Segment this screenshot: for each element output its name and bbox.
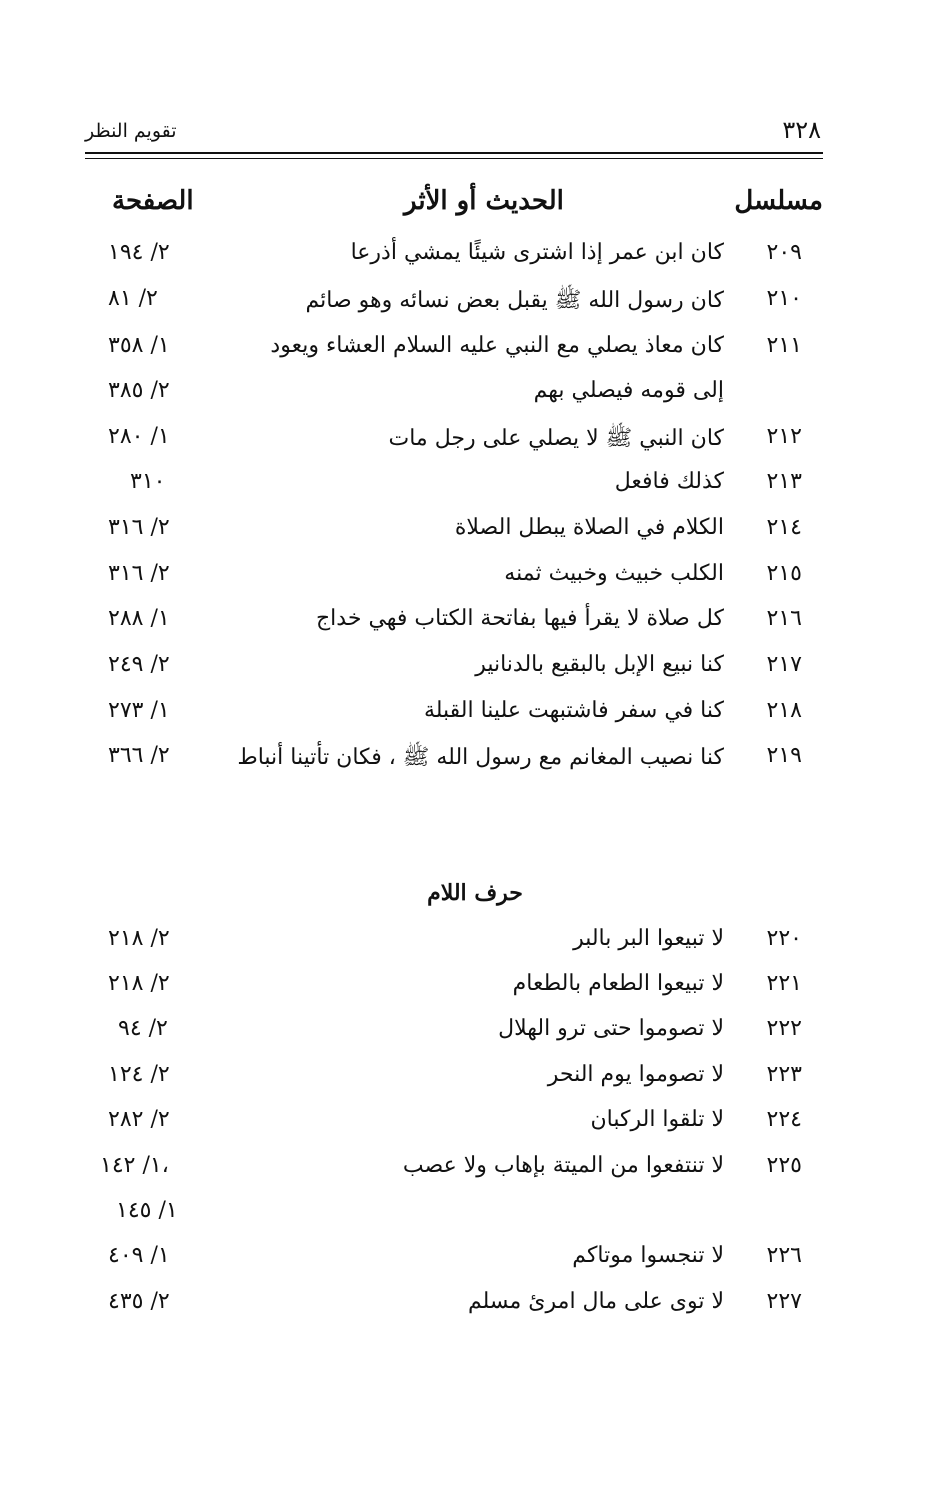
entry-number: ٢١١ xyxy=(766,333,802,358)
entry-page-ref: ٢/ ٨١ xyxy=(108,286,158,311)
entry-page-ref: ١/ ٤٠٩ xyxy=(108,1243,170,1268)
table-row xyxy=(0,743,950,787)
entry-number: ٢٢٣ xyxy=(766,1062,802,1087)
entry-text: لا تنتفعوا من الميتة بإهاب ولا عصب xyxy=(402,1153,724,1178)
entry-text: لا تبيعوا البر بالبر xyxy=(573,926,724,951)
entry-page-ref: ٢/ ٣٨٥ xyxy=(108,378,170,403)
entry-page-ref: ٢/ ٢٨٢ xyxy=(108,1107,170,1132)
entry-number: ٢١٩ xyxy=(766,743,802,768)
running-header xyxy=(85,118,823,150)
table-row xyxy=(0,698,950,742)
table-row xyxy=(0,1062,950,1106)
table-row xyxy=(0,971,950,1015)
entry-page-ref: ١/ ٢٨٠ xyxy=(108,424,170,449)
header-rule-thin xyxy=(85,158,823,159)
entry-number: ٢٢٠ xyxy=(766,926,802,951)
entry-page-ref: ٣١٠ xyxy=(130,469,166,494)
entry-number: ٢١٠ xyxy=(766,286,802,311)
entry-page-ref: ١/ ١٤٢، xyxy=(100,1153,169,1178)
table-row xyxy=(0,561,950,605)
entry-page-ref: ٢/ ٤٣٥ xyxy=(108,1289,170,1314)
table-row xyxy=(0,469,950,513)
table-row xyxy=(0,1243,950,1287)
entry-number: ٢١٤ xyxy=(766,515,802,540)
entry-text: الكلام في الصلاة يبطل الصلاة xyxy=(454,515,724,540)
entry-text: لا توى على مال امرئ مسلم xyxy=(467,1289,724,1314)
table-row xyxy=(0,606,950,650)
table-row xyxy=(0,1289,950,1333)
entry-page-ref: ٢/ ٢٤٩ xyxy=(108,652,170,677)
entry-page-ref: ٢/ ٣١٦ xyxy=(108,515,170,540)
entry-text: كذلك فافعل xyxy=(614,469,724,494)
entry-page-ref: ٢/ ٩٤ xyxy=(118,1016,168,1041)
entry-number: ٢١٢ xyxy=(766,424,802,449)
table-row xyxy=(0,515,950,559)
header-rule-thick xyxy=(85,152,823,154)
page-number: ٣٢٨ xyxy=(782,116,821,144)
entry-text: كان ابن عمر إذا اشترى شيئًا يمشي أذرعا xyxy=(350,240,724,265)
entry-text: كل صلاة لا يقرأ فيها بفاتحة الكتاب فهي خداج xyxy=(315,606,724,631)
entry-page-ref: ٢/ ٣١٦ xyxy=(108,561,170,586)
entry-text: كان رسول الله ﷺ يقبل بعض نسائه وهو صائم xyxy=(305,288,724,313)
entry-page-ref: ٢/ ٣٦٦ xyxy=(108,743,170,768)
entry-text: لا تبيعوا الطعام بالطعام xyxy=(512,971,724,996)
table-row xyxy=(0,1198,950,1242)
entry-text: الكلب خبيث وخبيث ثمنه xyxy=(504,561,724,586)
entry-text: لا تنجسوا موتاكم xyxy=(572,1243,724,1268)
entry-number: ٢٢٤ xyxy=(766,1107,802,1132)
table-row xyxy=(0,1107,950,1151)
entry-text: لا تصوموا حتى ترو الهلال xyxy=(498,1016,724,1041)
entry-number: ٢٠٩ xyxy=(766,240,802,265)
entry-number: ٢٢٥ xyxy=(766,1153,802,1178)
entry-text: كان النبي ﷺ لا يصلي على رجل مات xyxy=(388,426,724,451)
section-heading: حرف اللام xyxy=(427,880,523,906)
entry-text: كان معاذ يصلي مع النبي عليه السلام العشاء ويعود xyxy=(270,333,724,358)
table-row xyxy=(0,424,950,468)
entry-text: لا تصوموا يوم النحر xyxy=(547,1062,724,1087)
entry-number: ٢٢٦ xyxy=(766,1243,802,1268)
entry-text: كنا نصيب المغانم مع رسول الله ﷺ ، فكان تأتينا أنباط xyxy=(237,745,724,770)
column-header-serial: مسلسل xyxy=(734,186,823,216)
table-row xyxy=(0,378,950,422)
entry-text: إلى قومه فيصلي بهم xyxy=(533,378,724,403)
table-row xyxy=(0,1016,950,1060)
table-row xyxy=(0,652,950,696)
table-row xyxy=(0,240,950,284)
table-row xyxy=(0,1153,950,1197)
column-header-hadith: الحديث أو الأثر xyxy=(404,186,564,216)
entry-number: ٢٢١ xyxy=(766,971,802,996)
entry-text: كنا نبيع الإبل بالبقيع بالدنانير xyxy=(475,652,724,677)
entry-page-ref: ١/ ٣٥٨ xyxy=(108,333,170,358)
table-row xyxy=(0,286,950,330)
entry-page-ref: ٢/ ١٩٤ xyxy=(108,240,170,265)
entry-number: ٢١٨ xyxy=(766,698,802,723)
entry-number: ٢١٦ xyxy=(766,606,802,631)
entry-page-ref: ٢/ ٢١٨ xyxy=(108,926,170,951)
entry-page-ref: ١/ ١٤٥ xyxy=(116,1198,178,1223)
entry-page-ref: ٢/ ١٢٤ xyxy=(108,1062,170,1087)
entry-text: كنا في سفر فاشتبهت علينا القبلة xyxy=(423,698,724,723)
entry-text: لا تلقوا الركبان xyxy=(590,1107,724,1132)
entry-number: ٢١٧ xyxy=(766,652,802,677)
entry-page-ref: ٢/ ٢١٨ xyxy=(108,971,170,996)
entry-number: ٢٢٢ xyxy=(766,1016,802,1041)
entry-number: ٢١٣ xyxy=(766,469,802,494)
table-row xyxy=(0,926,950,970)
book-title: تقويم النظر xyxy=(85,120,177,142)
entry-page-ref: ١/ ٢٨٨ xyxy=(108,606,170,631)
column-header-page: الصفحة xyxy=(112,186,194,216)
entry-number: ٢٢٧ xyxy=(766,1289,802,1314)
entry-page-ref: ١/ ٢٧٣ xyxy=(108,698,170,723)
entry-number: ٢١٥ xyxy=(766,561,802,586)
table-row xyxy=(0,333,950,377)
